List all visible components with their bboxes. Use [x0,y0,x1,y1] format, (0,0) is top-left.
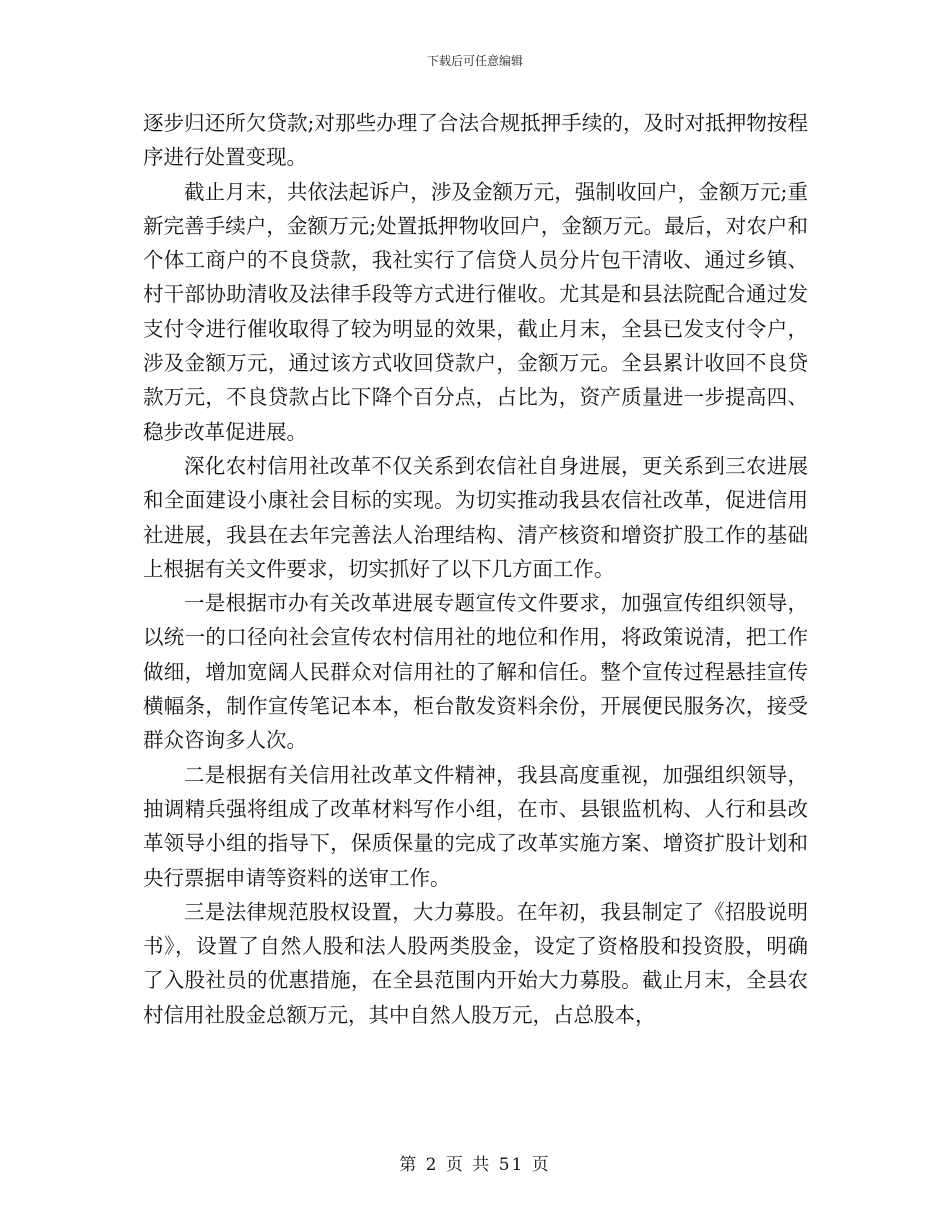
page-header: 下载后可任意编辑 [426,54,523,68]
paragraph: 逐步归还所欠贷款;对那些办理了合法合规抵押手续的，及时对抵押物按程序进行处置变现。 [143,111,808,170]
paragraph: 深化农村信用社改革不仅关系到农信社自身进展，更关系到三农进展和全面建设小康社会目标的实现。为切实推动我县农信社改革，促进信用社进展，我县在去年完善法人治理结构、清产核资和增资扩股工作的基础上根据有关文件要求，切实抓好了以下几方面工作。 [143,453,808,581]
paragraph: 二是根据有关信用社改革文件精神，我县高度重视，加强组织领导，抽调精兵强将组成了改革材料写作小组，在市、县银监机构、人行和县改革领导小组的指导下，保质保量的完成了改革实施方案、增资扩股计划和央行票据申请等资料的送审工作。 [143,762,808,890]
paragraph: 截止月末，共依法起诉户，涉及金额万元，强制收回户，金额万元;重新完善手续户，金额万元;处置抵押物收回户，金额万元。最后，对农户和个体工商户的不良贷款，我社实行了信贷人员分片包干清收、通过乡镇、村干部协助清收及法律手段等方式进行催收。尤其是和县法院配合通过发支付令进行催收取得了较为明显的效果，截止月末，全县已发支付令户，涉及金额万元，通过该方式收回贷款户，金额万元。全县累计收回不良贷款万元，不良贷款占比下降个百分点，占比为，资产质量进一步提高四、稳步改革促进展。 [143,179,808,444]
document-body [143,106,808,1032]
paragraph: 三是法律规范股权设置，大力募股。在年初，我县制定了《招股说明书》，设置了自然人股和法人股两类股金，设定了资格股和投资股，明确了入股社员的优惠措施，在全县范围内开始大力募股。截止月末，全县农村信用社股金总额万元，其中自然人股万元，占总股本， [143,899,808,1027]
page-number-footer: 第 2 页 共 51 页 [399,1155,551,1175]
paragraph: 一是根据市办有关改革进展专题宣传文件要求，加强宣传组织领导，以统一的口径向社会宣传农村信用社的地位和作用，将政策说清，把工作做细，增加宽阔人民群众对信用社的了解和信任。整个宣传过程悬挂宣传横幅条，制作宣传笔记本本，柜台散发资料余份，开展便民服务次，接受群众咨询多人次。 [143,591,808,753]
